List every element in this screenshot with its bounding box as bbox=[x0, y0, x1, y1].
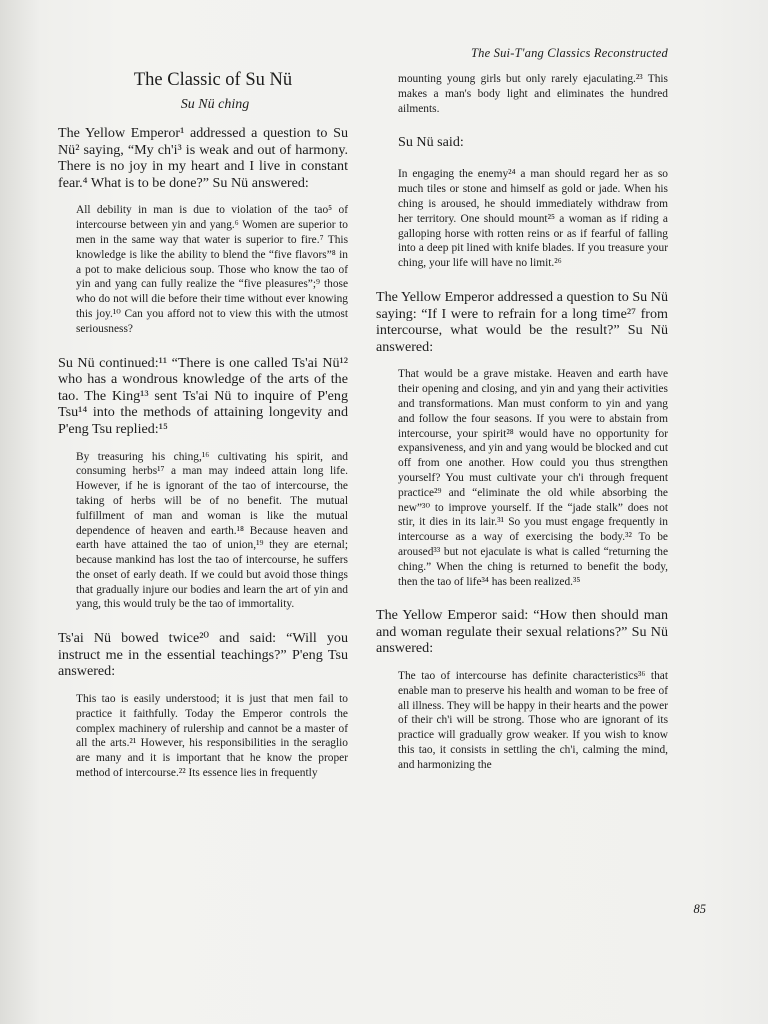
narrative-paragraph: The Yellow Emperor said: “How then should man and woman regulate their sexual relations?” Su Nü answered: bbox=[376, 607, 668, 657]
narrative-paragraph: Su Nü continued:¹¹ “There is one called Ts'ai Nü¹² who has a wondrous knowledge of the arts of the tao. The King¹³ sent Ts'ai Nü to inquire of P'eng Tsu¹⁴ into the methods of attaining longevity and P'eng Tsu replied:¹⁵ bbox=[58, 354, 348, 437]
narrative-paragraph: The Yellow Emperor¹ addressed a question to Su Nü² saying, “My ch'i³ is weak and out of harmony. There is no joy in my heart and I live in constant fear.⁴ What is to be done?” Su Nü answered: bbox=[58, 125, 348, 191]
speaker-line: Su Nü said: bbox=[398, 134, 464, 151]
narrative-paragraph: The Yellow Emperor addressed a question to Su Nü saying: “If I were to refrain for a long time²⁷ from intercourse, what would be the result?” Su Nü answered: bbox=[376, 288, 668, 355]
quoted-passage: By treasuring his ching,¹⁶ cultivating his spirit, and consuming herbs¹⁷ a man may indeed attain long life. However, if he is ignorant of the tao of intercourse, the taking of herbs will be of no benefit. The mutual fulfillment of man and woman is like the mutual dependence of heaven and earth.¹⁸ Because heaven and earth have attained the tao of union,¹⁹ they are eternal; because mankind has lost the tao of intercourse, he suffers the onset of early death. If we could but avoid those things that gradually injure our bodies and learn the art of yin and yang, this would truly be the tao of immortality. bbox=[76, 450, 348, 611]
quoted-passage-continued: mounting young girls but only rarely ejaculating.²³ This makes a man's body light and eliminates the hundred ailments. bbox=[398, 73, 668, 115]
chapter-subtitle: Su Nü ching bbox=[180, 97, 250, 112]
quoted-passage: This tao is easily understood; it is just that men fail to practice it faithfully. Today the Emperor controls the complex machinery of rulership and cannot be a master of all the arts.²¹ However, his responsibilities in the seraglio are many and it is important that he know the proper method of intercourse.²² Its essence lies in frequently bbox=[76, 693, 348, 780]
quoted-passage: The tao of intercourse has definite characteristics³⁶ that enable man to preserve his health and woman to be free of all illness. They will be happy in their hearts and the power of their ch'i will be strong. Those who are ignorant of its practice will gradually grow weaker. If you wish to know this tao, it consists in settling the ch'i, calming the mind, and harmonizing the bbox=[398, 670, 668, 771]
left-column bbox=[58, 70, 348, 799]
quoted-passage: That would be a grave mistake. Heaven and earth have their opening and closing, and yin and yang their activities and transformations. Man must conform to yin and yang and follow the four seasons. If you were to abstain from intercourse, your spirit²⁸ would have no opportunity for expansiveness, and yin and yang would be blocked and cut off from one another. How could you thus strengthen yourself? You must cultivate your ch'i through frequent practice²⁹ and “eliminate the old while absorbing the new”³⁰ to improve yourself. If the “jade stalk” does not stir, it dies in its lair.³¹ So you must engage frequently in intercourse as a way of exercising the body.³² To be aroused³³ but not ejaculate is what is called “returning the ching.” When the ching is returned to benefit the body, then the tao of life³⁴ has been realized.³⁵ bbox=[398, 368, 668, 588]
quoted-passage: In engaging the enemy²⁴ a man should regard her as so much tiles or stone and himself as gold or jade. When his ching is aroused, he should immediately withdraw from her territory. One should mount²⁵ a woman as if riding a galloping horse with rotten reins or as if fearful of falling into a deep pit lined with knife blades. If you treasure your ching, your life will have no limit.²⁶ bbox=[398, 168, 668, 270]
running-head: The Sui-T'ang Classics Reconstructed bbox=[470, 46, 668, 60]
quoted-passage: All debility in man is due to violation of the tao⁵ of intercourse between yin and yang.⁶ Women are superior to men in the same way that water is superior to fire.⁷ This knowledge is like the ability to blend the “five flavors”⁸ in a pot to make delicious soup. Those who know the tao of yin and yang can fully realize the “five pleasures”;⁹ those who do not will die before their time without ever knowing this joy.¹⁰ Can you afford not to view this with the utmost seriousness? bbox=[76, 204, 348, 335]
narrative-paragraph: Ts'ai Nü bowed twice²⁰ and said: “Will you instruct me in the essential teachings?” P'eng Tsu answered: bbox=[58, 630, 348, 680]
chapter-title: The Classic of Su Nü bbox=[133, 70, 293, 90]
page-number: 85 bbox=[693, 902, 706, 916]
right-column bbox=[376, 72, 668, 791]
